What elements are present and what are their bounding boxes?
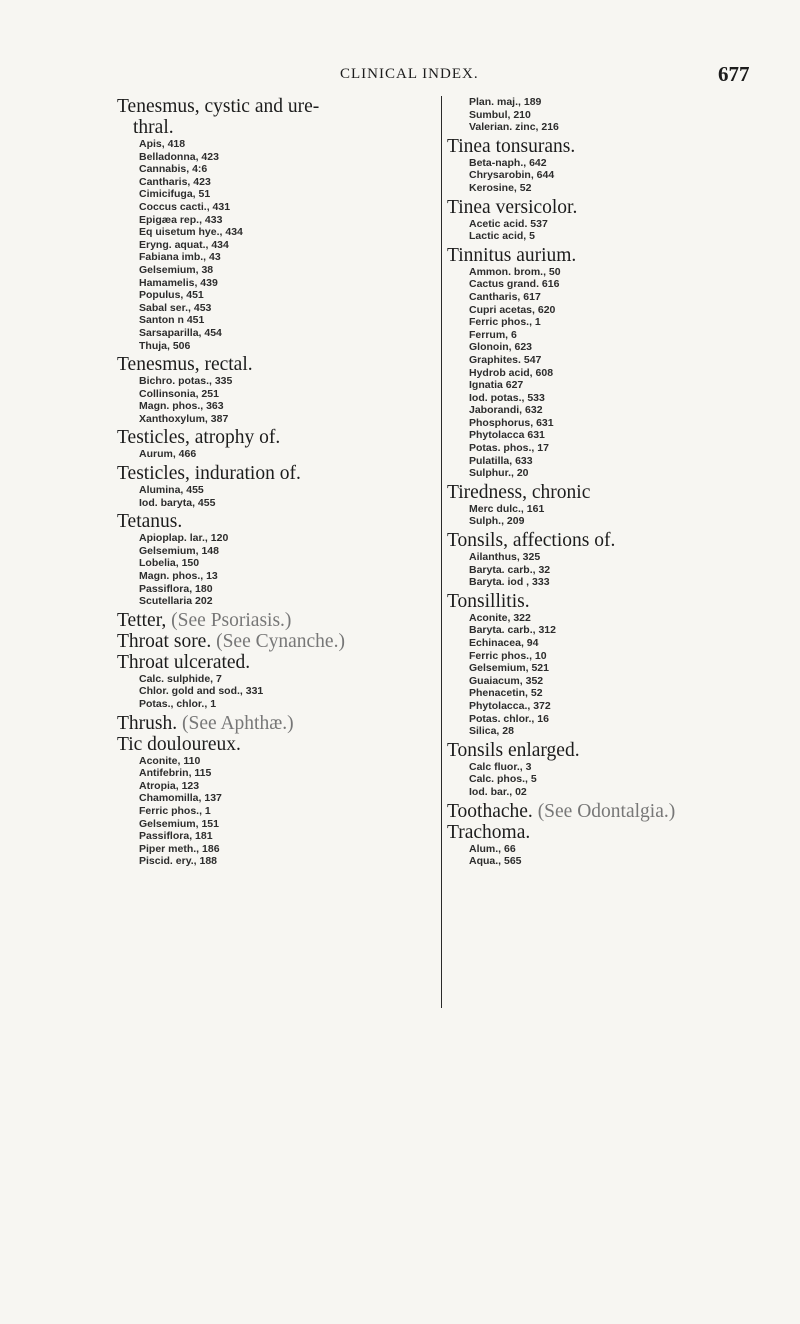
remedy-item: Passiflora, 181 (139, 830, 213, 843)
remedy-list (447, 266, 767, 480)
remedy-item: Calc. phos., 5 (469, 773, 537, 786)
remedy-item: Piscid. ery., 188 (139, 855, 218, 868)
index-entry (447, 740, 767, 799)
entry-heading-text: Throat ulcerated. (117, 651, 251, 673)
remedy-item: Iod. baryta, 455 (139, 496, 216, 509)
remedy-list (117, 375, 437, 425)
entry-heading-text: Thrush. (117, 712, 178, 734)
entry-heading (447, 740, 767, 761)
remedy-item: Gelsemium, 151 (139, 817, 219, 830)
remedy-item: Magn. phos., 13 (139, 570, 218, 583)
entry-heading (447, 591, 767, 612)
remedy-item: Aconite, 322 (469, 611, 531, 624)
entry-heading (447, 245, 767, 266)
remedy-item: Echinacea, 94 (469, 637, 539, 649)
remedy-item: Potas., chlor., 1 (139, 698, 217, 710)
remedy-item: Lobelia, 150 (139, 557, 200, 570)
remedy-item: Cactus grand. 616 (469, 278, 560, 291)
cross-reference: (See Psoriasis.) (171, 609, 292, 631)
remedy-list (447, 96, 767, 134)
index-entry (447, 530, 767, 589)
remedy-item: Cannabis, 4:6 (139, 163, 208, 176)
index-entry (117, 652, 437, 711)
remedy-item: Aurum, 466 (139, 448, 197, 461)
entry-heading (117, 96, 437, 117)
entry-heading (447, 136, 767, 157)
entry-heading-text: Toothache. (447, 800, 533, 822)
index-entry (117, 713, 437, 734)
remedy-item: Cantharis, 423 (139, 175, 211, 188)
remedy-item: Graphites. 547 (469, 353, 542, 366)
remedy-item: Populus, 451 (139, 289, 204, 302)
remedy-list (447, 843, 767, 868)
entry-heading (117, 631, 437, 652)
remedy-item: Phenacetin, 52 (469, 687, 543, 700)
remedy-item: Atropia, 123 (139, 779, 200, 792)
index-entry (447, 801, 767, 822)
remedy-item: Jaborandi, 632 (469, 404, 543, 417)
index-entry (447, 482, 767, 528)
remedy-item: Beta-naph., 642 (469, 156, 547, 169)
entry-heading (447, 822, 767, 843)
remedy-item: Lactic acid, 5 (469, 230, 535, 243)
remedy-item: Apis, 418 (139, 138, 186, 150)
remedy-item: Chlor. gold and sod., 331 (139, 685, 264, 698)
remedy-item: Ferric phos., 10 (469, 649, 547, 662)
remedy-item: Bichro. potas., 335 (139, 375, 233, 388)
entry-heading-text: Tinnitus aurium. (447, 244, 577, 266)
running-title: CLINICAL INDEX. (340, 66, 479, 82)
remedy-item: Calc. sulphide, 7 (139, 672, 222, 685)
column-divider (441, 96, 442, 1008)
entry-heading-text: Tic douloureux. (117, 733, 241, 755)
page-number: 677 (718, 62, 750, 86)
index-entry (117, 354, 437, 425)
remedy-item: Iod. bar., 02 (469, 785, 527, 798)
remedy-item: Plan. maj., 189 (469, 96, 542, 108)
index-entry (447, 197, 767, 243)
remedy-item: Pulatilla, 633 (469, 454, 533, 467)
remedy-item: Eryng. aquat., 434 (139, 238, 229, 251)
remedy-item: Iod. potas., 533 (469, 391, 545, 404)
entry-heading-text: Tiredness, chronic (447, 481, 591, 503)
remedy-list (117, 484, 437, 509)
remedy-item: Chamomilla, 137 (139, 792, 222, 805)
remedy-item: Ignatia 627 (469, 379, 524, 392)
remedy-item: Antifebrin, 115 (139, 767, 212, 780)
entry-heading-text: Tenesmus, cystic and ure- (117, 96, 320, 117)
entry-heading (447, 801, 767, 822)
entry-heading-text: Tonsillitis. (447, 590, 530, 612)
index-entry (117, 427, 437, 461)
remedy-item: Hydrob acid, 608 (469, 366, 554, 379)
remedy-list (447, 612, 767, 738)
entry-heading-text: Throat sore. (117, 630, 212, 652)
entry-heading (117, 463, 437, 484)
remedy-item: Baryta. carb., 312 (469, 624, 556, 637)
remedy-item: Phytolacca., 372 (469, 699, 551, 712)
entry-heading-text: Trachoma. (447, 821, 531, 843)
remedy-item: Ferric phos., 1 (469, 316, 541, 329)
entry-heading (117, 427, 437, 448)
remedy-item: Cimicifuga, 51 (139, 188, 211, 201)
remedy-item: Thuja, 506 (139, 339, 191, 352)
remedy-list (117, 138, 437, 352)
entry-heading (117, 610, 437, 631)
remedy-item: Guaiacum, 352 (469, 674, 544, 687)
remedy-item: Ammon. brom., 50 (469, 265, 561, 278)
entry-heading (117, 713, 437, 734)
entry-heading-text: Tinea versicolor. (447, 196, 578, 218)
running-head (0, 62, 800, 90)
remedy-item: Collinsonia, 251 (139, 387, 219, 400)
index-entry (117, 96, 437, 352)
remedy-item: Aconite, 110 (139, 754, 201, 767)
remedy-item: Phytolacca 631 (469, 429, 545, 442)
remedy-item: Coccus cacti., 431 (139, 200, 231, 213)
right-column (447, 96, 767, 870)
remedy-list (447, 218, 767, 243)
entry-heading (447, 197, 767, 218)
remedy-item: Merc dulc., 161 (469, 502, 545, 515)
remedy-item: Gelsemium, 521 (469, 662, 549, 675)
entry-heading (447, 530, 767, 551)
remedy-item: Cantharis, 617 (469, 290, 541, 303)
remedy-list (117, 448, 437, 461)
remedy-item: Sumbul, 210 (469, 108, 531, 121)
remedy-list (447, 551, 767, 589)
remedy-item: Sulph., 209 (469, 515, 525, 528)
remedy-list (117, 532, 437, 608)
remedy-item: Piper meth., 186 (139, 842, 220, 855)
entry-heading-text: Tonsils enlarged. (447, 739, 580, 761)
entry-heading (117, 734, 437, 755)
entry-heading (447, 482, 767, 503)
remedy-item: Glonoin, 623 (469, 341, 533, 354)
remedy-list (447, 157, 767, 195)
remedy-item: Baryta. iod , 333 (469, 576, 550, 589)
remedy-item: Acetic acid. 537 (469, 217, 548, 230)
remedy-item: Alumina, 455 (139, 484, 204, 497)
remedy-item: Passiflora, 180 (139, 582, 213, 595)
entry-heading (117, 652, 437, 673)
remedy-item: Valerian. zinc, 216 (469, 121, 559, 134)
remedy-item: Chrysarobin, 644 (469, 169, 555, 182)
remedy-item: Sarsaparilla, 454 (139, 326, 222, 339)
remedy-item: Sabal ser., 453 (139, 301, 212, 314)
index-entry (117, 734, 437, 868)
index-entry (117, 511, 437, 608)
remedy-list (447, 761, 767, 799)
remedy-item: Belladonna, 423 (139, 150, 219, 163)
entry-heading-text: Testicles, induration of. (117, 463, 301, 485)
index-entry (447, 245, 767, 480)
entry-heading-text: Tetanus. (117, 511, 183, 533)
remedy-item: Ferrum, 6 (469, 328, 517, 341)
remedy-item: Hamamelis, 439 (139, 276, 218, 289)
index-entry (447, 591, 767, 738)
entry-heading (117, 354, 437, 375)
index-entry (117, 610, 437, 631)
remedy-list (447, 503, 767, 528)
entry-heading-text: Tinea tonsurans. (447, 135, 576, 157)
entry-heading-continued: thral. (133, 117, 174, 138)
index-entry (447, 96, 767, 134)
index-entry (117, 463, 437, 509)
index-entry (447, 136, 767, 195)
entry-heading-text: Testicles, atrophy of. (117, 427, 281, 449)
entry-heading-text: Tetter, (117, 609, 167, 631)
remedy-item: Gelsemium, 148 (139, 544, 219, 557)
remedy-item: Ailanthus, 325 (469, 551, 541, 564)
index-entry (447, 822, 767, 868)
remedy-item: Scutellaria 202 (139, 595, 213, 608)
entry-heading-text: Tonsils, affections of. (447, 530, 616, 552)
remedy-item: Apioplap. lar., 120 (139, 532, 229, 545)
remedy-item: Silica, 28 (469, 725, 514, 738)
remedy-item: Calc fluor., 3 (469, 760, 532, 773)
remedy-item: Potas. phos., 17 (469, 442, 549, 455)
remedy-item: Ferric phos., 1 (139, 804, 211, 817)
cross-reference: (See Cynanche.) (216, 630, 345, 652)
cross-reference: (See Aphthæ.) (182, 712, 294, 734)
cross-reference: (See Odontalgia.) (537, 800, 676, 822)
remedy-item: Alum., 66 (469, 842, 516, 855)
remedy-item: Gelsemium, 38 (139, 263, 214, 276)
remedy-item: Potas. chlor., 16 (469, 712, 549, 725)
remedy-item: Magn. phos., 363 (139, 400, 224, 413)
remedy-item: Aqua., 565 (469, 855, 522, 868)
remedy-item: Epigæa rep., 433 (139, 213, 223, 226)
entry-heading-text: Tenesmus, rectal. (117, 354, 253, 376)
remedy-item: Cupri acetas, 620 (469, 303, 556, 316)
left-column (117, 96, 437, 870)
remedy-item: Phosphorus, 631 (469, 416, 554, 429)
remedy-list (117, 673, 437, 711)
remedy-item: Kerosine, 52 (469, 181, 532, 194)
remedy-item: Baryta. carb., 32 (469, 563, 551, 576)
remedy-item: Sulphur., 20 (469, 467, 529, 480)
remedy-item: Santon n 451 (139, 314, 205, 327)
entry-heading (117, 511, 437, 532)
remedy-list (117, 755, 437, 868)
remedy-item: Xanthoxylum, 387 (139, 412, 229, 425)
remedy-item: Fabiana imb., 43 (139, 251, 221, 264)
index-entry (117, 631, 437, 652)
remedy-item: Eq uisetum hye., 434 (139, 226, 243, 239)
